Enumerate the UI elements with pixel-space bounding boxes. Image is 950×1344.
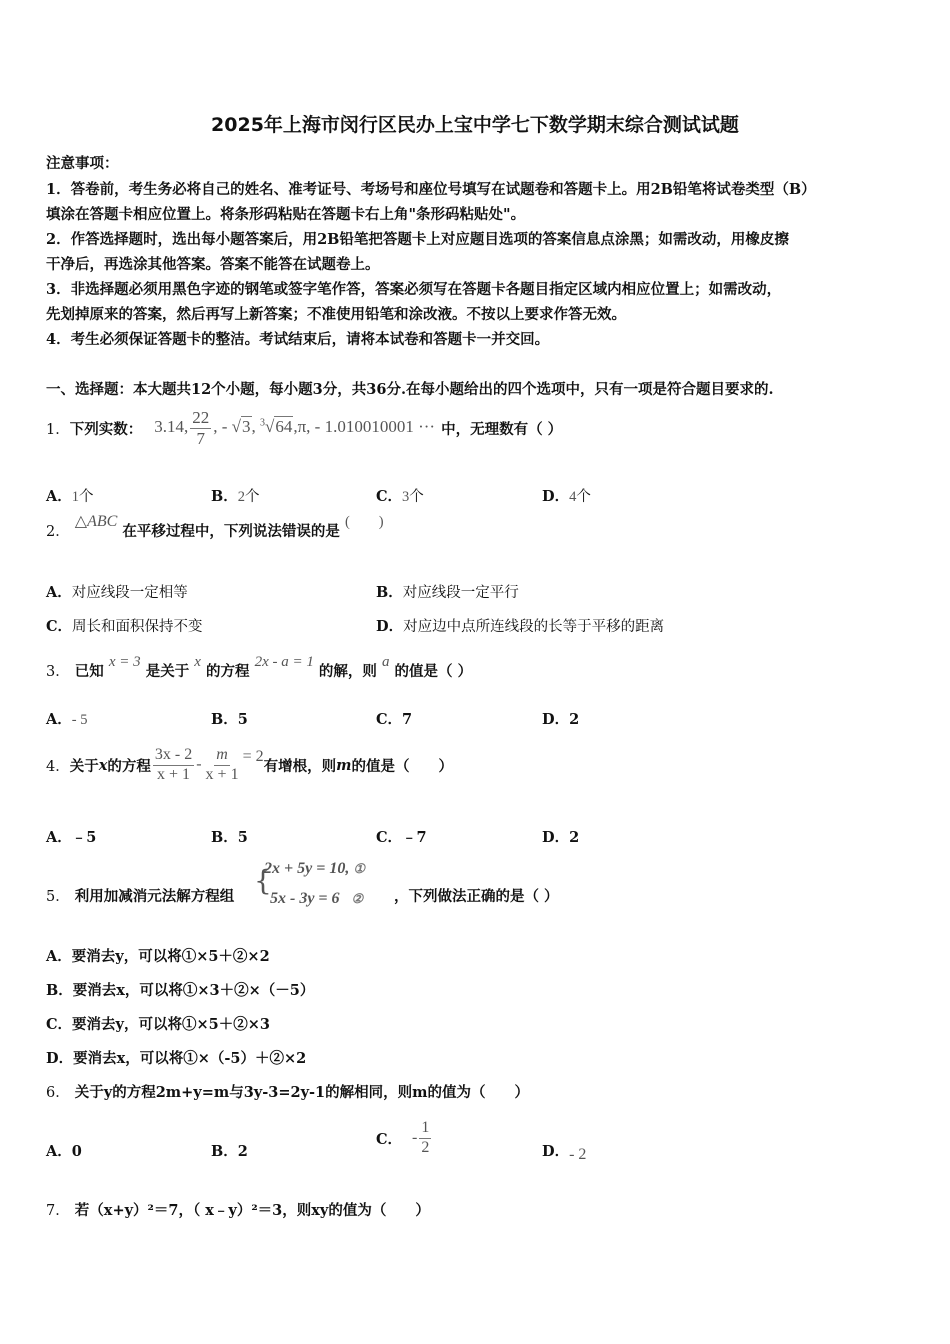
notice-line: 4．考生必须保证答题卡的整洁。考试结束后，请将本试卷和答题卡一并交回。 xyxy=(46,331,550,348)
option-d: D．2 xyxy=(542,829,580,846)
question-text: 已知 xyxy=(74,663,104,680)
notice-line: 3．非选择题必须用黑色字迹的钢笔或签字笔作答，答案必须写在答题卡各题目指定区域内相应位置上；如需改动， xyxy=(46,281,782,298)
notice-line: 1．答卷前，考生务必将自己的姓名、准考证号、考场号和座位号填写在试题卷和答题卡上。用2B铅笔将试卷类型（B） xyxy=(46,181,816,198)
question-3 xyxy=(46,654,473,681)
question-text: ，下列做法正确的是（ ） xyxy=(394,888,559,905)
fraction: $\frac{1}{2}$ xyxy=(421,1119,430,1156)
option-b: B．2个 xyxy=(211,488,260,505)
math-part: ,π, - 1.010010001 ··· xyxy=(293,416,436,436)
fraction xyxy=(190,408,211,448)
question-text: 的解，则 xyxy=(318,663,377,680)
option-c: C．7 xyxy=(376,711,413,728)
variable: x xyxy=(98,756,108,774)
option-b: B．对应线段一定平行 xyxy=(376,584,519,601)
fraction-denominator: x + 1 xyxy=(205,765,239,783)
question-2 xyxy=(46,513,384,541)
option-b: B．5 xyxy=(211,711,248,728)
option-c: C．3个 xyxy=(376,488,424,505)
question-number: 2． xyxy=(46,524,70,540)
question-7 xyxy=(46,1199,430,1220)
option-a: A．要消去y，可以将①×5＋②×2 xyxy=(46,948,270,965)
question-text: 的方程 xyxy=(107,757,151,775)
notice-line: 2．作答选择题时，选出每小题答案后，用2B铅笔把答题卡上对应题目选项的答案信息点涂黑；如需改动，用橡皮擦 xyxy=(46,231,789,248)
option-d: D．- 2 xyxy=(542,1143,587,1163)
option-a: A．- 5 xyxy=(46,711,88,728)
question-text: 利用加减消元法解方程组 xyxy=(74,888,235,905)
question-number: 3． xyxy=(46,664,70,680)
question-number: 5． xyxy=(46,889,70,905)
notice-line: 填涂在答题卡相应位置上。将条形码粘贴在答题卡右上角"条形码粘贴处"。 xyxy=(46,206,526,223)
math-expression: x = 3 xyxy=(108,654,141,670)
math-expression: △ABC xyxy=(74,513,118,530)
question-5 xyxy=(46,885,234,906)
answer-paren: ( ) xyxy=(344,514,384,530)
math-expression: 2x - a = 1 xyxy=(254,654,314,670)
notice-line: 先划掉原来的答案，然后再写上新答案；不准使用铅笔和涂改液。不按以上要求作答无效。 xyxy=(46,306,626,323)
option-b: B．要消去x，可以将①×3＋②×（－5） xyxy=(46,982,315,999)
option-c: C．周长和面积保持不变 xyxy=(46,618,203,635)
option-a: A．对应线段一定相等 xyxy=(46,584,188,601)
math-expression: 3.14, $\frac{22}{7}$ , - √3, $^3$√64,π, - 1.010010001 ··· xyxy=(154,407,436,448)
math-part: 3.14, xyxy=(154,416,189,436)
math-expression xyxy=(151,746,264,784)
question-4 xyxy=(46,740,453,790)
option-b: B．5 xyxy=(211,829,248,846)
fraction xyxy=(204,746,241,784)
math-part: - xyxy=(196,755,202,773)
question-text: 的值是（ ） xyxy=(394,663,473,680)
question-number: 1． xyxy=(46,421,70,438)
notice-heading: 注意事项： xyxy=(46,155,119,172)
option-c: C．﹣7 xyxy=(376,829,427,846)
option-d: D．要消去x，可以将①×（-5）＋②×2 xyxy=(46,1050,307,1067)
option-a: A．﹣5 xyxy=(46,829,97,846)
question-text: 关于y的方程2m+y=m与3y-3=2y-1的解相同，则m的值为（ ） xyxy=(74,1084,529,1101)
question-1 xyxy=(46,402,562,454)
question-text: 有增根，则 xyxy=(263,757,337,775)
circled-1: ① xyxy=(353,861,365,876)
fraction-denominator: x + 1 xyxy=(157,765,191,783)
question-text: 中，无理数有（ ） xyxy=(441,420,563,438)
question-text: 是关于 xyxy=(145,663,190,680)
system-brace: { xyxy=(254,864,272,897)
section-heading: 一、选择题：本大题共12个小题，每小题3分，共36分.在每小题给出的四个选项中，只有一项是符合题目要求的. xyxy=(46,381,774,398)
option-d: D．2 xyxy=(542,711,580,728)
option-a: A．0 xyxy=(46,1143,82,1160)
question-number: 6． xyxy=(46,1085,70,1101)
option-d: D．4个 xyxy=(542,488,591,505)
question-6 xyxy=(46,1081,529,1102)
circled-2: ② xyxy=(351,891,364,906)
fraction-numerator: m xyxy=(214,746,230,765)
question-number: 7． xyxy=(46,1203,70,1219)
question-number: 4． xyxy=(46,758,70,775)
math-expression: a xyxy=(381,654,390,670)
math-part: , xyxy=(251,416,260,436)
question-text: 的值是（ ） xyxy=(351,757,453,775)
math-expression: x xyxy=(194,654,201,670)
question-text: 下列实数： xyxy=(69,420,143,438)
radicand: 3 xyxy=(242,416,251,436)
page-title: 2025年上海市闵行区民办上宝中学七下数学期末综合测试试题 xyxy=(211,114,739,136)
option-b: B．2 xyxy=(211,1143,248,1160)
fraction xyxy=(153,746,194,784)
equation-2: 5x - 3y = 6 ② xyxy=(270,890,364,907)
root-index: 3 xyxy=(260,417,265,429)
option-a: A．1个 xyxy=(46,488,94,505)
variable: m xyxy=(336,756,352,774)
radicand: 64 xyxy=(275,416,293,436)
option-d: D．对应边中点所连线段的长等于平移的距离 xyxy=(376,618,665,635)
option-c: C． - $\frac{1}{2}$ xyxy=(376,1119,430,1156)
question-text: 在平移过程中，下列说法错误的是 xyxy=(122,523,340,540)
fraction-numerator: 22 xyxy=(192,407,210,427)
notice-line: 干净后，再选涂其他答案。答案不能答在试题卷上。 xyxy=(46,256,380,273)
question-text: 的方程 xyxy=(206,663,250,680)
math-part: , - xyxy=(213,416,232,436)
question-text: 关于 xyxy=(69,757,99,775)
equation-1: 2x + 5y = 10, ① xyxy=(264,860,365,877)
option-c: C．要消去y，可以将①×5＋②×3 xyxy=(46,1016,270,1033)
question-text: 若（x+y）²＝7，（ x﹣y）²＝3，则xy的值为（ ） xyxy=(74,1202,430,1219)
fraction-numerator: 3x - 2 xyxy=(153,746,194,765)
math-part: = 2 xyxy=(242,747,264,765)
fraction-denominator: 7 xyxy=(196,428,205,448)
